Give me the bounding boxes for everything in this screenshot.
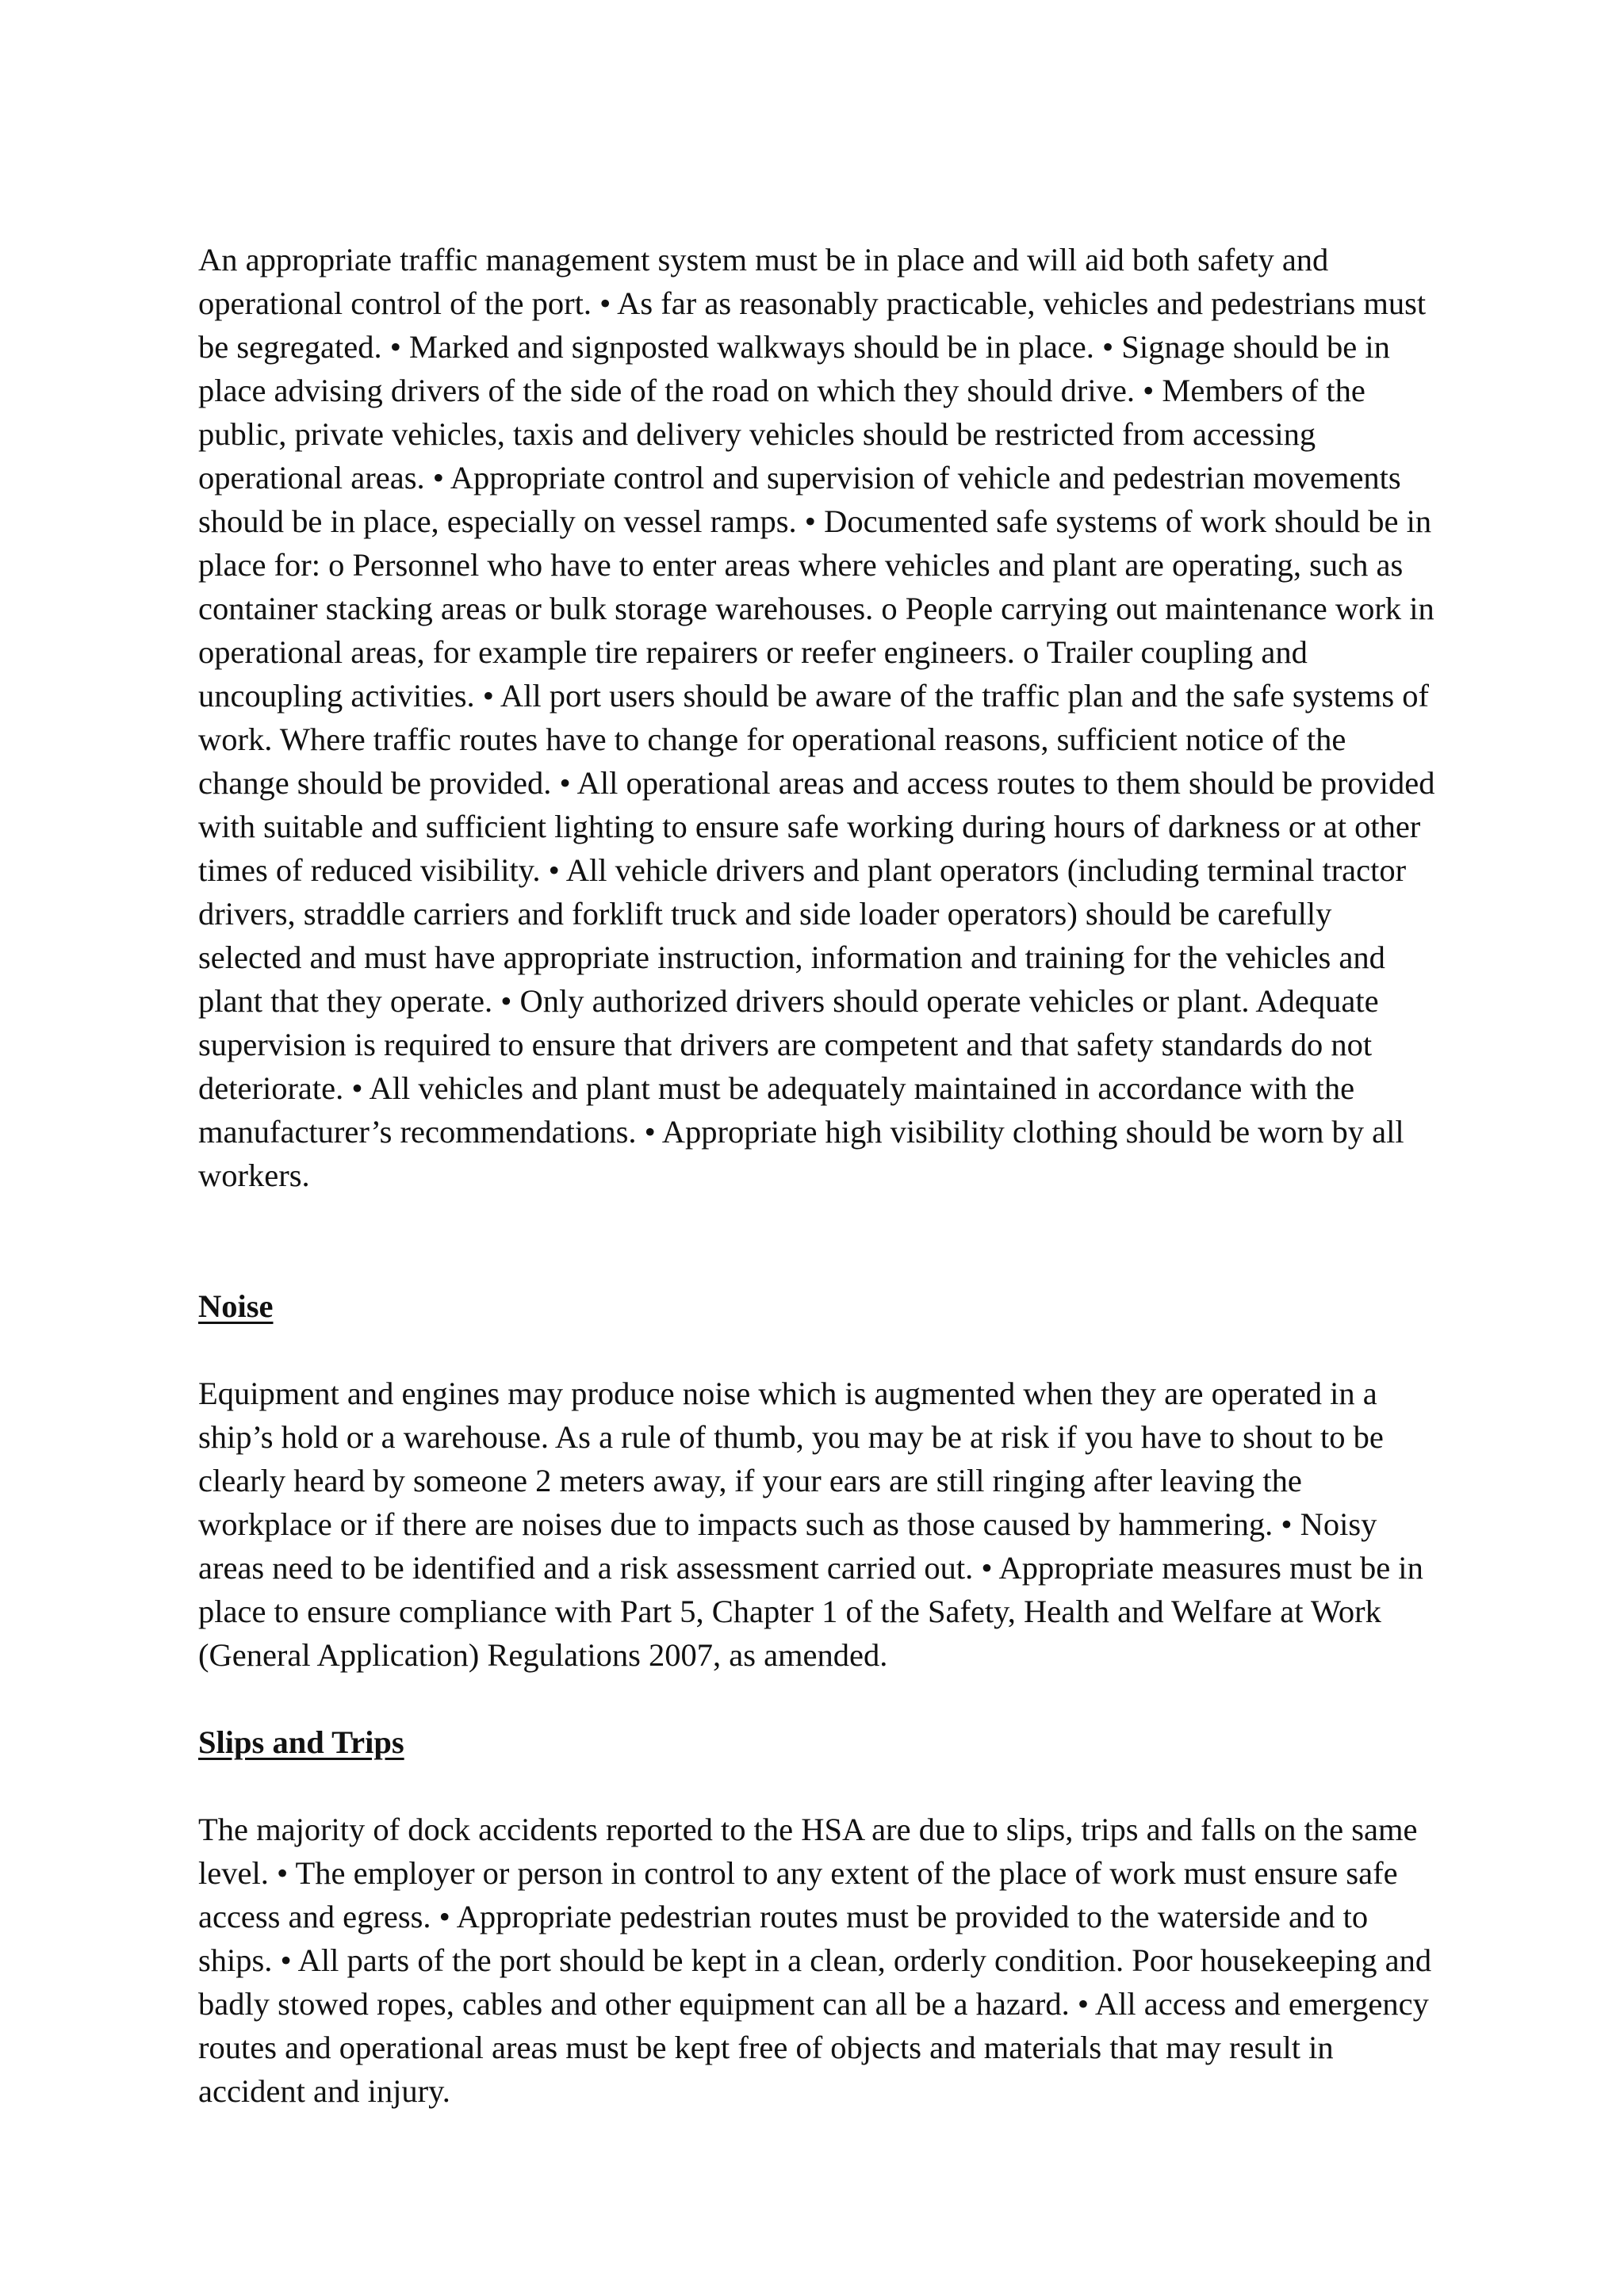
slips-and-trips-heading: Slips and Trips	[198, 1724, 404, 1760]
slips-and-trips-paragraph: The majority of dock accidents reported to the HSA are due to slips, trips and falls on the same level. • The employer or person in control to any extent of the place of work must ensure safe access and egress. • Appropriate pedestrian routes must be provided to the waterside and to ships. • All parts of the port should be kept in a clean, orderly condition. Poor housekeeping and badly stowed ropes, cables and other equipment can all be a hazard. • All access and emergency routes and operational areas must be kept free of objects and materials that may result in accident and injury.	[198, 1812, 1432, 2109]
section-spacer	[198, 1197, 1435, 1284]
heading-spacer	[198, 1328, 1435, 1372]
section-spacer	[198, 1677, 1435, 1720]
document-body	[198, 238, 1435, 2113]
noise-paragraph: Equipment and engines may produce noise which is augmented when they are operated in a ship’s hold or a warehouse. As a rule of thumb, you may be at risk if you have to shout to be clearly heard by someone 2 meters away, if your ears are still ringing after leaving the workplace or if there are noises due to impacts such as those caused by hammering. • Noisy areas need to be identified and a risk assessment carried out. • Appropriate measures must be in place to ensure compliance with Part 5, Chapter 1 of the Safety, Health and Welfare at Work (General Application) Regulations 2007, as amended.	[198, 1376, 1423, 1673]
noise-heading: Noise	[198, 1288, 274, 1324]
traffic-management-paragraph: An appropriate traffic management system must be in place and will aid both safety and operational control of the port. • As far as reasonably practicable, vehicles and pedestrians must be segregated. • Marked and signposted walkways should be in place. • Signage should be in place advising drivers of the side of the road on which they should drive. • Members of the public, private vehicles, taxis and delivery vehicles should be restricted from accessing operational areas. • Appropriate control and supervision of vehicle and pedestrian movements should be in place, especially on vessel ramps. • Documented safe systems of work should be in place for: o Personnel who have to enter areas where vehicles and plant are operating, such as container stacking areas or bulk storage warehouses. o People carrying out maintenance work in operational areas, for example tire repairers or reefer engineers. o Trailer coupling and uncoupling activities. • All port users should be aware of the traffic plan and the safe systems of work. Where traffic routes have to change for operational reasons, sufficient notice of the change should be provided. • All operational areas and access routes to them should be provided with suitable and sufficient lighting to ensure safe working during hours of darkness or at other times of reduced visibility. • All vehicle drivers and plant operators (including terminal tractor drivers, straddle carriers and forklift truck and side loader operators) should be carefully selected and must have appropriate instruction, information and training for the vehicles and plant that they operate. • Only authorized drivers should operate vehicles or plant. Adequate supervision is required to ensure that drivers are competent and that safety standards do not deteriorate. • All vehicles and plant must be adequately maintained in accordance with the manufacturer’s recommendations. • Appropriate high visibility clothing should be worn by all workers.	[198, 242, 1435, 1193]
heading-spacer	[198, 1764, 1435, 1808]
